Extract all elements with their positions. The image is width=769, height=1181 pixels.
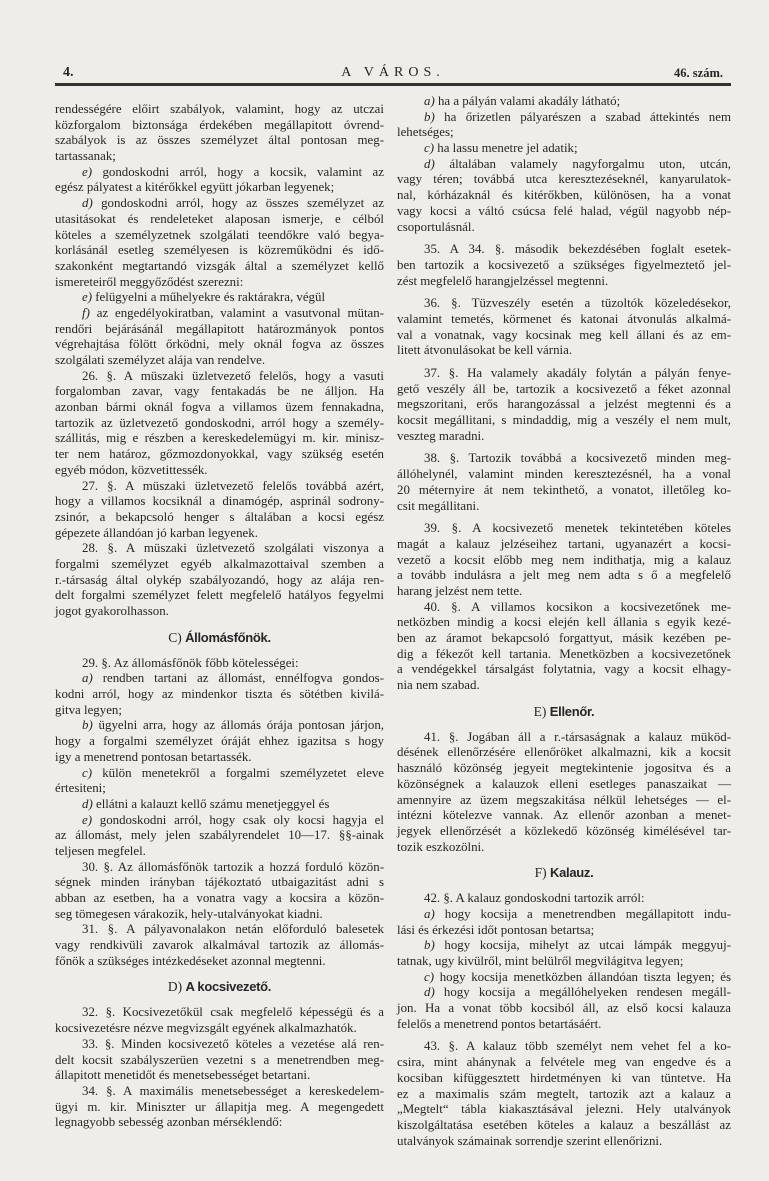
paragraph xyxy=(397,451,731,514)
paragraph xyxy=(55,102,384,165)
text-line: d) általában valamely nagyforgalmu uton, utcán, xyxy=(424,156,731,171)
issue-number: 46. szám. xyxy=(674,66,723,80)
item-label: c) xyxy=(424,141,438,156)
text-line: egész pályatest a kitérőkkel együtt jókarban legyenek; xyxy=(55,180,335,195)
text-line: használó közönség jegyeit megtekintenie jogositva és a xyxy=(397,761,731,776)
text-line: delt kocsit szabályszerüen vezetni s a menetrendben meg- xyxy=(55,1052,384,1067)
text-line: nia nem szabad. xyxy=(397,678,480,693)
running-header xyxy=(55,63,731,85)
text-line: d) gondoskodni arról, hogy az összes személyzet az xyxy=(82,196,384,211)
item-label: d) xyxy=(424,156,450,171)
item-label: b) xyxy=(82,718,99,733)
text-line: zsinór, a bekapcsoló henger s általában a kocsi egész xyxy=(55,509,384,524)
list-item xyxy=(397,157,731,235)
text-line: magát a kalauz jelzéseihez tartani, ugyanazért a kocsi- xyxy=(397,536,731,551)
text-line: „Megtelt“ tábla kiakasztásával jelezni. Hely utalványok xyxy=(397,1102,731,1117)
text-line: b) ügyelni arra, hogy az állomás órája pontosan járjon, xyxy=(82,718,384,733)
text-line: kocsiban kifüggesztett hirdetményen ki van tüntetve. Ha xyxy=(397,1070,731,1085)
text-line: 30. §. Az állomásfőnök tartozik a hozzá forduló közön- xyxy=(82,859,384,874)
text-line: az állomást, mely jelen szabályrendelet 10—17. §§-ainak xyxy=(55,828,384,843)
item-label: f) xyxy=(82,305,97,320)
text-line: forgalomban zavar, vagy fentakadás be ne álljon. Ha xyxy=(55,384,384,399)
text-line: tartassanak; xyxy=(55,149,116,164)
text-line: jegyek ellenőrzését a közlekedő közönség kimélésével tar- xyxy=(397,823,731,838)
text-line: ismereteiről meggyőződést szerezni: xyxy=(55,274,244,289)
paragraph xyxy=(397,296,731,359)
paragraph xyxy=(397,1039,731,1149)
text-line: val a vonatnak, vagy kocsinak meg kell állani és az em- xyxy=(397,327,731,342)
list-item xyxy=(55,718,384,765)
text-line: vezető a kocsit előbb meg nem indithatja, mig a kalauz xyxy=(397,552,731,567)
text-line: közönségnek a kalauzok elleni esetleges panaszaikat — xyxy=(397,776,731,791)
text-line: veszteg maradni. xyxy=(397,428,485,443)
text-line: a) rendben tartani az állomást, ennélfogva gondos- xyxy=(82,671,384,686)
text-line: b) ha őrizetlen pályarészen a szabad áttekintés nem xyxy=(424,109,731,124)
text-line: teljesen megfelel. xyxy=(55,843,146,858)
item-label: c) xyxy=(82,765,103,780)
text-line: azonban bármi oknál fogva a villamos üzem fennakadna, xyxy=(55,400,384,415)
text-line: 42. §. A kalauz gondoskodni tartozik arról: xyxy=(424,891,645,906)
text-line: tatnak, ugy kivülről, mint belülről megvilágitva legyen; xyxy=(397,954,684,968)
text-line: e) gondoskodni arról, hogy csak oly kocsi hagyja el xyxy=(82,812,384,827)
text-line: igy a menetrend pontosan betartassék. xyxy=(55,749,252,764)
list-item xyxy=(55,813,384,860)
text-line: 34. §. A maximális menetsebességet a kereskedelem- xyxy=(82,1083,384,1098)
text-line: jogot gyakorolhasson. xyxy=(55,604,169,618)
item-label: a) xyxy=(82,671,103,686)
text-line: d) ellátni a kalauzt kellő számu menetjeggyel és xyxy=(82,796,330,811)
list-item xyxy=(397,938,731,969)
text-line: nal, kórházaknál és kitérőkben, különösen, ha a vonat xyxy=(397,188,731,203)
text-line: delt forgalmi személyzet felett megfelelő hatályos fegyelmi xyxy=(55,588,384,603)
list-item xyxy=(397,141,731,157)
list-item xyxy=(55,766,384,797)
text-line: 41. §. Jogában áll a r.-társaságnak a kalauz müköd- xyxy=(424,729,731,744)
text-line: 32. §. Kocsivezetőkül csak megfelelő képességü és a xyxy=(82,1005,384,1020)
item-label: a) xyxy=(424,94,438,108)
list-item xyxy=(55,797,384,813)
text-line: gitva legyen; xyxy=(55,702,122,717)
paragraph xyxy=(397,242,731,289)
text-line: főnök a szükséges intézkedéseket azonnal megtenni. xyxy=(55,953,326,968)
text-line: végrehajtása fölött őrködni, mely oknál fogva az összes xyxy=(55,337,384,352)
text-line: legnagyobb sebesség azonban mérséklendő: xyxy=(55,1115,283,1130)
text-line: jon. Ha a vonat több kocsiból áll, az első kocsi kalauza xyxy=(397,1001,731,1016)
text-line: 33. §. Minden kocsivezető köteles a vezetése alá ren- xyxy=(82,1036,384,1051)
text-line: f) az engedélyokiratban, valamint a vasutvonal mütan- xyxy=(82,305,384,320)
text-line: b) hogy kocsija, mihelyt az utcai lámpák meggyuj- xyxy=(424,938,731,953)
text-line: vagy rendkivüli zavarok alkalmával tartozik az állomás- xyxy=(55,938,384,953)
section-title: Ellenőr. xyxy=(549,703,595,719)
item-label: b) xyxy=(424,109,445,124)
list-item xyxy=(55,196,384,290)
text-line: a tovább indulásra a jelt meg nem adta s ő a megfelelő xyxy=(397,568,731,583)
list-item xyxy=(55,165,384,196)
text-line: kocsivezetésre nézve megvizsgált egyének alkalmazhatók. xyxy=(55,1021,357,1036)
text-line: kocsit megállitani, s mindaddig, mig a veszély el nem mult, xyxy=(397,413,731,428)
text-line: intézni kötelezve vannak. Az ellenőr azonban a menet- xyxy=(397,808,731,823)
text-line: valamint temetés, körmenet és katonai átvonulás alkalmá- xyxy=(397,311,731,326)
item-label: e) xyxy=(82,164,103,179)
text-line: szolgálati személyzet alája van rendelve. xyxy=(55,353,266,367)
list-item xyxy=(397,94,731,110)
text-line: felelős a menetrend pontos betartásáért. xyxy=(397,1016,602,1031)
text-line: ügyi m. kir. Miniszter ur állapitja meg. A megengedett xyxy=(55,1099,384,1114)
text-line: szabályok is az összes személyzet által pontosan meg- xyxy=(55,133,384,148)
list-item xyxy=(397,970,731,986)
item-label: e) xyxy=(82,812,100,827)
section-heading xyxy=(397,694,731,730)
text-line: 28. §. A müszaki üzletvezető szolgálati viszonya a xyxy=(82,541,384,556)
text-line: abban az esetben, ha a vonatra vagy a kocsira a közön- xyxy=(55,891,384,905)
section-title: Állomásfőnök. xyxy=(185,629,271,645)
text-line: ez a maximalis szám megtelt, tartozik azt a kalauz a xyxy=(397,1086,731,1101)
text-line: hogy a forgalmi személyzet óráját ehhez igazitsa s hogy xyxy=(55,734,384,749)
text-line: értesiteni; xyxy=(55,781,106,796)
section-letter: C) xyxy=(168,629,186,645)
text-line: c) hogy kocsija menetközben állandóan tiszta legyen; és xyxy=(424,969,731,984)
text-line: 26. §. A müszaki üzletvezető felelős, hogy a vasuti xyxy=(82,368,384,383)
text-line: vagy kocsi a váltó csúcsa felé halad, végül nagyobb nép- xyxy=(397,203,731,218)
text-line: vagy téren; továbbá utca keresztezéseknél, kanyarulatok- xyxy=(397,172,731,187)
text-line: korlásánál esetleg személyesen is közreműködni és idő- xyxy=(55,243,384,258)
paragraph xyxy=(397,600,731,694)
paragraph xyxy=(55,1084,384,1131)
text-line: lehetséges; xyxy=(397,125,454,140)
text-line: litett átvonulásokat be kell várnia. xyxy=(397,343,573,358)
text-line: 37. §. Ha valamely akadály folytán a pályán fenye- xyxy=(424,366,731,380)
text-line: csit megállitani. xyxy=(397,498,480,513)
text-line: ben az áramot bekapcsoló forgattyut, másik kezében pe- xyxy=(397,631,731,645)
text-line: tartozik az üzletvezető gondoskodni, arról hogy a személy- xyxy=(55,415,384,430)
paragraph xyxy=(55,541,384,619)
section-heading xyxy=(397,855,731,891)
text-line: csoportulásnál. xyxy=(397,219,475,234)
list-item xyxy=(397,907,731,938)
text-line: seg tömegesen várakozik, hely-utalványokat kiadni. xyxy=(55,906,323,921)
text-line: c) ha lassu menetre jel adatik; xyxy=(424,141,578,156)
text-line: utalványok számainak sorrendje szerint ellenőrizni. xyxy=(397,1133,663,1148)
text-line: utasitásokat és rendeleteket alaposan ismerje, e célból xyxy=(55,211,384,226)
paragraph xyxy=(55,860,384,923)
paragraph xyxy=(397,366,731,444)
list-item xyxy=(55,290,384,306)
list-item xyxy=(397,985,731,1032)
text-line: ségnek minden irányban tájékoztató utbaigazitást adni s xyxy=(55,875,384,890)
section-heading xyxy=(55,620,384,656)
text-line: szakonként megtartandó vizsgák által a személyzet kellő xyxy=(55,258,384,273)
text-line: zést megfelelő harangjelzéssel megtenni. xyxy=(397,273,609,288)
text-line: kodni arról, hogy az mindenkor tiszta és sötétben kivilá- xyxy=(55,687,384,702)
text-line: gető veszély áll be, tartozik a kocsivezető a féket azonnal xyxy=(397,381,731,396)
text-line: lási és érkezési időt pontosan betartsa; xyxy=(397,922,595,937)
text-line: rendességére előirt szabályok, valamint, hogy az utczai xyxy=(55,102,384,116)
text-line: 40. §. A villamos kocsikon a kocsivezetőnek me- xyxy=(424,599,731,614)
text-line: c) külön menetekről a forgalmi személyzetet eleve xyxy=(82,765,384,780)
text-line: e) felügyelni a műhelyekre és raktárakra, végül xyxy=(82,290,326,305)
text-line: állóhelynél, valamint minden keresztezésnél, ha a vonal xyxy=(397,467,731,482)
text-line: netközben mindig a kocsi elején kell állania s egyik kezé- xyxy=(397,615,731,630)
text-line: forgalmi személyzet egyéb alkalmazottaival szemben a xyxy=(55,556,384,571)
text-line: gépezete állandóan jó karban legyenek. xyxy=(55,525,258,540)
text-line: rendőri bejárásánál megállapitott határozmányok pontos xyxy=(55,321,384,336)
section-letter: D) xyxy=(167,979,186,995)
header-rule xyxy=(55,83,731,86)
text-line: megszoritani, erős harangozással a jelzést megtenni és a xyxy=(397,397,731,412)
text-line: 39. §. A kocsivezető menetek tekintetében köteles xyxy=(424,521,731,536)
text-line: 43. §. A kalauz több személyt nem vehet fel a ko- xyxy=(424,1039,731,1054)
list-item xyxy=(55,671,384,718)
text-line: hogy a villamos kocsiknál a dinamógép, asprinál sodrony- xyxy=(55,494,384,509)
paragraph xyxy=(397,521,731,599)
text-line: harang jelzést nem tette. xyxy=(397,583,523,598)
section-letter: F) xyxy=(534,865,550,881)
section-title: A kocsivezető. xyxy=(185,979,272,995)
list-item xyxy=(397,110,731,141)
section-heading xyxy=(55,969,384,1005)
text-line: csira, mint ahánynak a felvétele meg van engedve és a xyxy=(397,1055,731,1070)
list-item xyxy=(55,306,384,369)
paragraph xyxy=(55,922,384,969)
item-label: e) xyxy=(82,290,96,305)
text-line: egyéb módon, közvetittessék. xyxy=(55,462,208,477)
text-line: 36. §. Tüzveszély esetén a tüzoltók közeledésekor, xyxy=(424,296,731,311)
text-line: 31. §. A pályavonalakon netán előforduló balesetek xyxy=(82,922,384,937)
text-line: állapitott menetidőt és menetsebességet betartani. xyxy=(55,1068,311,1083)
text-line: amennyire az üzem megszakitása nélkül lehetséges — el- xyxy=(397,792,731,807)
newspaper-title: A VÁROS. xyxy=(341,65,445,80)
text-line: 38. §. Tartozik továbbá a kocsivezető minden meg- xyxy=(424,451,731,466)
paragraph xyxy=(55,479,384,542)
page-number: 4. xyxy=(63,65,74,80)
text-line: köteles a személyzetnek szolgálati teendőkre való begya- xyxy=(55,227,384,242)
text-line: 29. §. Az állomásfőnök főbb kötelességei: xyxy=(82,655,299,670)
paragraph xyxy=(55,369,384,479)
text-line: kiszolgáltatása esetében köteles a kalauz a beszállást az xyxy=(397,1117,731,1132)
text-line: e) gondoskodni arról, hogy a kocsik, valamint az xyxy=(82,164,384,179)
text-line: désének ellenőrzésére ellenőröket alkalmazni, kik a kocsit xyxy=(397,745,731,760)
right-column xyxy=(397,94,731,1149)
text-line: r.-társaság által olykép szabályozandó, hogy az alája ren- xyxy=(55,572,384,587)
text-line: 27. §. A müszaki üzletvezető felelős továbbá azért, xyxy=(82,478,384,493)
paragraph xyxy=(55,1005,384,1036)
text-line: ben tartozik a kocsivezető a szükséges figyelmeztető jel- xyxy=(397,257,731,272)
item-label: d) xyxy=(424,985,444,1000)
section-letter: E) xyxy=(533,703,550,719)
item-label: d) xyxy=(82,196,102,211)
paragraph xyxy=(55,1037,384,1084)
item-label: a) xyxy=(424,906,445,921)
item-label: c) xyxy=(424,969,440,984)
paragraph xyxy=(55,656,384,672)
text-line: 20 méternyire át nem tekinthető, a vonatot, illetőleg ko- xyxy=(397,482,731,497)
text-line: ter nem határoz, gőzmozdonyokkal, vagy szükség esetén xyxy=(55,447,384,462)
section-title: Kalauz. xyxy=(549,865,594,881)
left-column xyxy=(55,102,384,1131)
text-line: 35. A 34. §. második bekezdésében foglalt esetek- xyxy=(424,242,731,257)
text-line: a) hogy kocsija a menetrendben megállapitott indu- xyxy=(424,906,731,921)
item-label: b) xyxy=(424,938,445,953)
item-label: d) xyxy=(82,796,96,811)
text-line: d) hogy kocsija a megállóhelyeken rendesen megáll- xyxy=(424,985,731,1000)
text-line: a) ha a pályán valami akadály látható; xyxy=(424,94,621,108)
text-line: dig a fékezőt kell tartania. Menetközben a kocsivezetőnek xyxy=(397,646,731,661)
paragraph xyxy=(397,891,731,907)
text-line: szállitás, mig e részben a kereskedelemügyi m. kir. minisz- xyxy=(55,431,384,446)
text-line: a vendégekkel társalgást folytatnia, vagy a kocsit elhagy- xyxy=(397,662,731,677)
paragraph xyxy=(397,730,731,856)
text-line: tozik eszkozölni. xyxy=(397,839,485,854)
text-line: közforgalom biztonsága érdekében megállapitott óvrend- xyxy=(55,117,384,132)
